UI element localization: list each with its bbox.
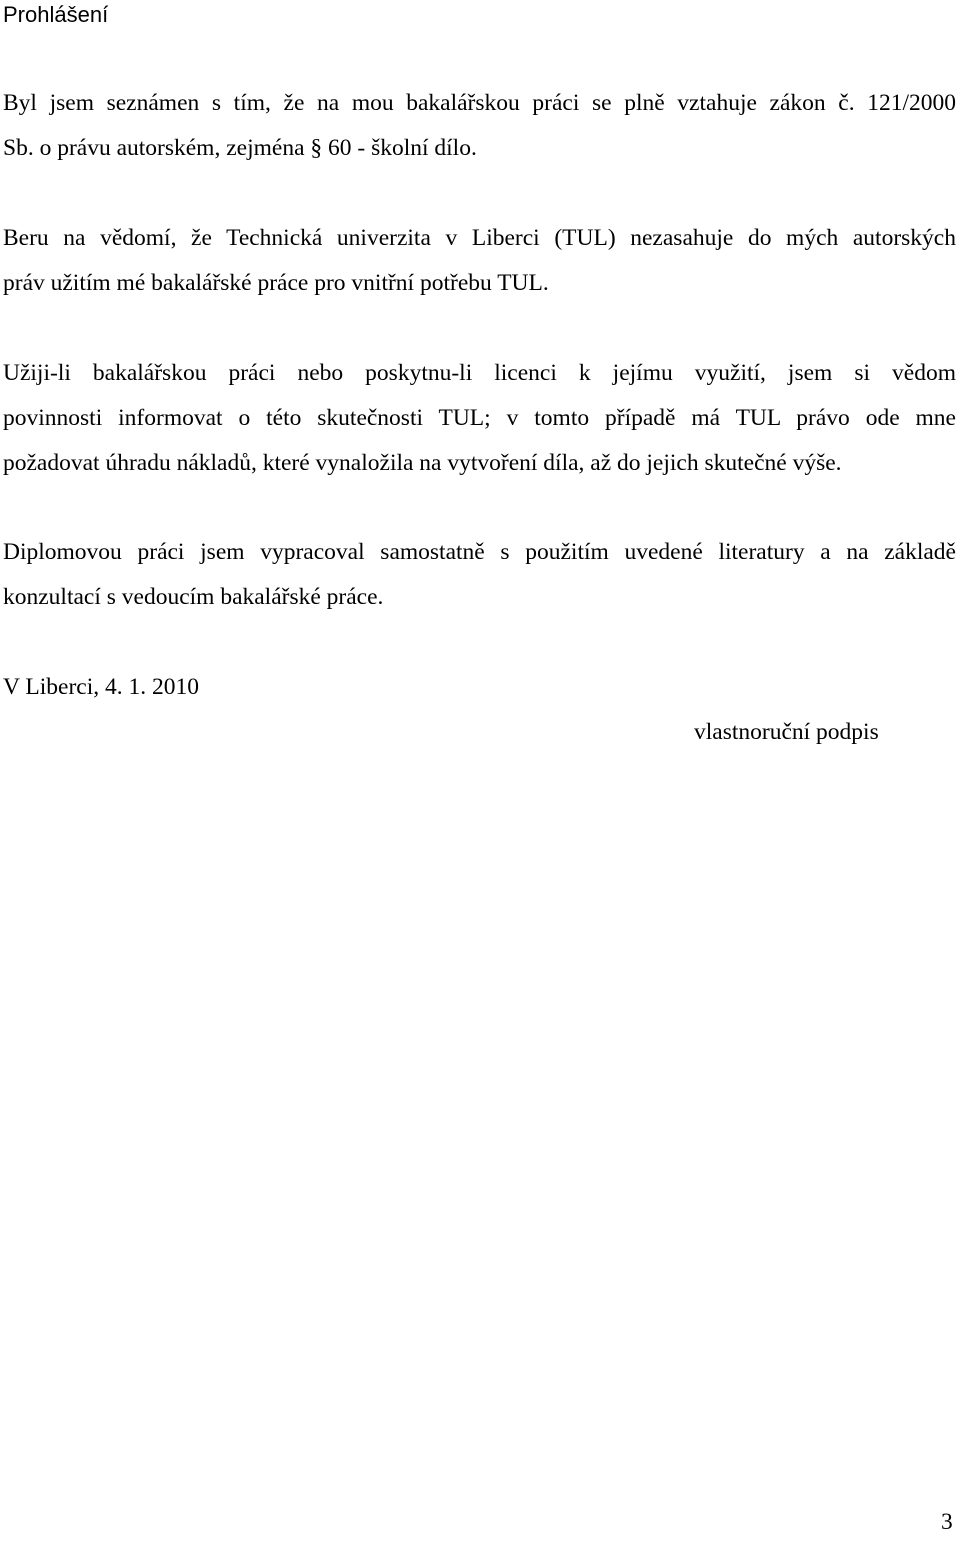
- paragraph-independent-work: [3, 530, 956, 620]
- page-number: 3: [941, 1509, 953, 1535]
- paragraph-license-obligation: [3, 351, 956, 486]
- paragraph-line: Beru na vědomí, že Technická univerzita v Liberci (TUL) nezasahuje do mých autorských: [3, 225, 956, 251]
- paragraph-line: povinnosti informovat o této skutečnosti TUL; v tomto případě má TUL právo ode mne: [3, 405, 956, 431]
- paragraph-line: Sb. o právu autorském, zejména § 60 - školní dílo.: [3, 135, 477, 161]
- paragraph-line: Diplomovou práci jsem vypracoval samostatně s použitím uvedené literatury a na základě: [3, 539, 956, 565]
- paragraph-line: požadovat úhradu nákladů, které vynaložila na vytvoření díla, až do jejich skutečné výše.: [3, 450, 842, 476]
- paragraph-copyright-law: [3, 81, 956, 171]
- paragraph-line: práv užitím mé bakalářské práce pro vnitřní potřebu TUL.: [3, 270, 549, 296]
- paragraph-line: konzultací s vedoucím bakalářské práce.: [3, 584, 384, 610]
- signature-label: vlastnoruční podpis: [694, 719, 879, 745]
- paragraph-line: Byl jsem seznámen s tím, že na mou bakalářskou práci se plně vztahuje zákon č. 121/2000: [3, 90, 956, 116]
- page-title: Prohlášení: [3, 2, 109, 27]
- paragraph-line: Užiji-li bakalářskou práci nebo poskytnu-li licenci k jejímu využití, jsem si vědom: [3, 360, 956, 386]
- place-and-date: V Liberci, 4. 1. 2010: [3, 674, 200, 700]
- paragraph-tul-usage: [3, 216, 956, 306]
